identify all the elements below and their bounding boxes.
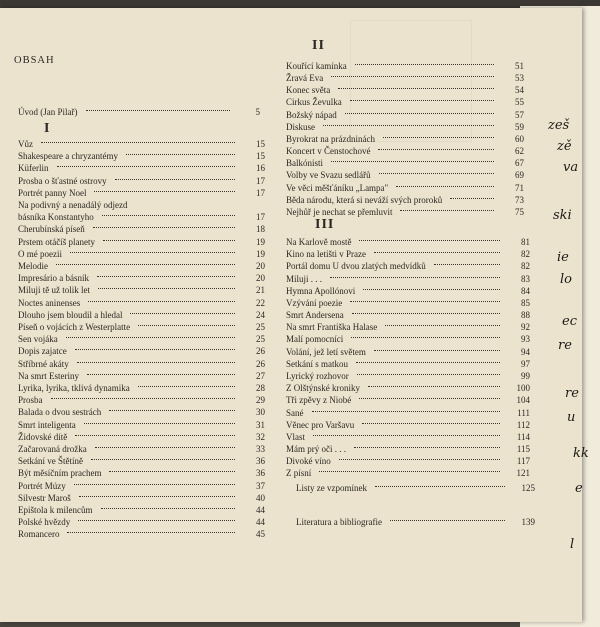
toc-entry <box>286 236 530 248</box>
toc-entry <box>18 455 265 467</box>
toc-leader-dots <box>109 410 235 411</box>
toc-entry-title: Epištola k milencům <box>18 505 93 515</box>
toc-entry-title: Z písní <box>286 468 312 479</box>
toc-entry-title: Dlouho jsem bloudil a hledal <box>18 309 123 320</box>
toc-entry-page: 18 <box>256 224 265 235</box>
toc-leader-dots <box>101 508 236 509</box>
toc-leader-dots <box>383 137 494 138</box>
toc-entry <box>18 528 265 540</box>
toc-entry <box>286 84 524 96</box>
handwriting-fragment: ec <box>562 314 577 329</box>
handwriting-fragment: va <box>563 160 579 175</box>
handwriting-fragment: kk <box>573 446 589 461</box>
toc-leader-dots <box>67 532 235 533</box>
toc-entry-title: Hymna Apollónovi <box>286 285 356 296</box>
toc-entry-title: Dopis zajatce <box>18 346 67 357</box>
toc-leader-dots <box>338 88 494 89</box>
toc-entry <box>286 194 524 206</box>
toc-entry <box>18 248 265 260</box>
toc-entry <box>286 309 530 321</box>
toc-entry-title: Na Karlově mostě <box>286 237 352 247</box>
toc-entry-title: Sané <box>286 407 304 418</box>
toc-entry <box>286 333 530 345</box>
toc-entry <box>286 145 524 157</box>
toc-entry-title: Kino na letišti v Praze <box>286 249 366 260</box>
toc-entry-page: 44 <box>256 505 265 515</box>
toc-entry-page: 21 <box>256 285 265 296</box>
toc-entry-page: 28 <box>256 383 265 393</box>
toc-entry <box>286 358 530 370</box>
section-three-heading: III <box>315 217 335 232</box>
toc-entry-title: Shakespeare a chryzantémy <box>18 151 118 162</box>
toc-leader-dots <box>95 447 235 448</box>
toc-leader-dots <box>103 240 235 241</box>
toc-entry-title: Polské hvězdy <box>18 517 71 528</box>
toc-entry <box>286 346 530 358</box>
toc-entry-title: Stříbrné akáty <box>18 358 69 369</box>
toc-entry-page: 99 <box>521 370 530 381</box>
toc-entry <box>286 96 524 108</box>
toc-entry <box>286 455 530 467</box>
toc-entry-page: 40 <box>256 492 265 503</box>
toc-leader-dots <box>368 386 500 387</box>
toc-entry-page: 115 <box>516 444 530 455</box>
toc-entry-title: Píseň o vojácích z Westerplatte <box>18 322 131 332</box>
toc-entry-title: Balkónisti <box>286 158 324 169</box>
toc-entry-page: 19 <box>256 236 265 247</box>
toc-leader-dots <box>378 149 494 150</box>
toc-entry-title: Božský nápad <box>286 109 337 120</box>
toc-entry-page: 81 <box>521 237 530 247</box>
toc-entry-title: Na podivný a nenadálý odjezd <box>18 200 128 210</box>
toc-leader-dots <box>345 113 494 114</box>
toc-entry <box>18 492 265 504</box>
toc-entry <box>18 211 265 223</box>
toc-leader-dots <box>363 289 500 290</box>
toc-entry-page: 94 <box>521 346 530 357</box>
toc-entry-title: O mé poezii <box>18 248 62 259</box>
toc-leader-dots <box>450 198 494 199</box>
toc-leader-dots <box>70 252 235 253</box>
toc-entry <box>18 138 265 150</box>
toc-entry <box>286 109 524 121</box>
toc-entry-title: Mám prý oči . . . <box>286 444 346 455</box>
toc-leader-dots <box>374 350 500 351</box>
toc-entry-page: 36 <box>256 456 265 467</box>
toc-entry-page: 121 <box>516 468 530 479</box>
toc-entry-title: Melodie <box>18 261 48 271</box>
toc-entry-title: Vůz <box>18 139 33 149</box>
toc-entry <box>296 516 535 528</box>
toc-entry-page: 88 <box>521 310 530 321</box>
toc-entry-title: Být měsíčním prachem <box>18 468 102 479</box>
toc-entry-title: Prstem otáčíš planety <box>18 236 95 247</box>
toc-entry-page: 54 <box>515 85 524 96</box>
toc-entry-page: 69 <box>515 170 524 181</box>
toc-entry <box>286 407 530 419</box>
toc-entry <box>18 321 265 333</box>
toc-entry <box>286 182 524 194</box>
toc-entry-title: Věnec pro Varšavu <box>286 419 355 430</box>
toc-leader-dots <box>362 423 500 424</box>
toc-entry <box>18 162 265 174</box>
toc-entry-title: Sen vojáka <box>18 334 58 345</box>
toc-entry-title: Smrt inteligenta <box>18 419 76 430</box>
toc-leader-dots <box>331 76 494 77</box>
toc-entry-title: Na smrt Františka Halase <box>286 322 378 333</box>
toc-entry <box>18 333 265 345</box>
toc-entry-title: Tři zpěvy z Niobé <box>286 395 352 406</box>
section-two-heading: II <box>312 38 325 53</box>
toc-entry-page: 53 <box>515 73 524 84</box>
toc-entry-page: 15 <box>256 151 265 162</box>
section-one-heading: I <box>44 121 51 136</box>
toc-entry <box>286 157 524 169</box>
toc-leader-dots <box>385 325 500 326</box>
toc-entry-page: 17 <box>256 187 265 198</box>
toc-leader-dots <box>390 520 505 521</box>
toc-entry-page: 31 <box>256 419 265 430</box>
toc-entry-title: Miluji . . . <box>286 273 323 284</box>
toc-entry <box>18 284 265 296</box>
toc-entry <box>18 504 265 516</box>
toc-entry-title: Listy ze vzpomínek <box>296 483 367 493</box>
toc-entry-page: 33 <box>256 444 265 454</box>
toc-entry-page: 83 <box>521 273 530 284</box>
toc-leader-dots <box>331 161 494 162</box>
toc-entry <box>18 467 265 479</box>
handwriting-fragment: lo <box>560 272 572 287</box>
toc-leader-dots <box>359 398 500 399</box>
toc-leader-dots <box>86 110 231 111</box>
toc-entry-page: 73 <box>515 194 524 205</box>
toc-entry-title: Impresário a básník <box>18 273 89 284</box>
toc-entry-page: 15 <box>256 139 265 149</box>
toc-entry-title: Volání, jež letí světem <box>286 346 366 357</box>
toc-entry <box>18 187 265 199</box>
toc-leader-dots <box>313 435 500 436</box>
toc-leader-dots <box>79 496 235 497</box>
toc-entry-title: Romancero <box>18 529 60 540</box>
toc-entry-title: Žravá Eva <box>286 73 324 84</box>
toc-entry-page: 5 <box>255 107 260 117</box>
toc-entry-page: 139 <box>521 517 535 527</box>
toc-entry-page: 71 <box>515 182 524 193</box>
toc-entry-title: Židovské dítě <box>18 431 68 442</box>
toc-leader-dots <box>93 227 235 228</box>
toc-leader-dots <box>350 301 500 302</box>
toc-entry <box>286 297 530 309</box>
handwriting-fragment: e <box>575 481 583 496</box>
toc-leader-dots <box>350 100 494 101</box>
toc-entry <box>18 382 265 394</box>
toc-entry <box>286 121 524 133</box>
toc-entry-page: 27 <box>256 370 265 381</box>
toc-entry <box>18 431 265 443</box>
toc-entry-title: Vlast <box>286 431 305 442</box>
toc-entry-page: 25 <box>256 334 265 345</box>
toc-entry-title: Setkání s matkou <box>286 358 348 369</box>
toc-entry-page: 30 <box>256 407 265 418</box>
toc-entry <box>18 223 265 235</box>
toc-leader-dots <box>354 447 500 448</box>
toc-entry-title: Nejhůř je nechat se přemluvit <box>286 206 393 217</box>
toc-leader-dots <box>115 179 235 180</box>
toc-entry <box>286 273 530 285</box>
toc-entry-title: Vzývání poezie <box>286 297 343 308</box>
toc-entry-title: Cirkus Ževulka <box>286 97 342 108</box>
toc-entry-page: 55 <box>515 97 524 108</box>
toc-entry-title: Prosba <box>18 395 43 406</box>
toc-entry <box>18 443 265 455</box>
toc-leader-dots <box>75 349 235 350</box>
toc-leader-dots <box>66 337 235 338</box>
toc-entry-page: 16 <box>256 163 265 174</box>
toc-entry-page: 111 <box>517 407 530 418</box>
toc-entry-page: 59 <box>515 121 524 132</box>
toc-entry <box>286 260 530 272</box>
toc-leader-dots <box>375 486 505 487</box>
toc-entry <box>286 467 530 479</box>
toc-entry-title: Portál domu U dvou zlatých medvídků <box>286 261 426 272</box>
toc-leader-dots <box>51 398 236 399</box>
toc-entry-page: 92 <box>521 322 530 333</box>
toc-leader-dots <box>78 520 235 521</box>
toc-entry-page: 36 <box>256 468 265 479</box>
toc-entry <box>286 133 524 145</box>
toc-entry <box>286 206 524 218</box>
toc-entry-page: 32 <box>256 431 265 442</box>
toc-entry-title: Konec světa <box>286 85 331 96</box>
toc-entry <box>286 443 530 455</box>
toc-leader-dots <box>102 215 235 216</box>
toc-entry-title: Úvod (Jan Pilař) <box>18 107 78 117</box>
toc-entry <box>18 150 265 162</box>
toc-leader-dots <box>84 423 235 424</box>
toc-entry-page: 82 <box>521 249 530 260</box>
toc-leader-dots <box>41 142 235 143</box>
toc-leader-dots <box>109 471 235 472</box>
toc-entry-title: Ve věci měšťáníku „Lampa" <box>286 182 389 193</box>
toc-leader-dots <box>323 125 494 126</box>
toc-entry-page: 25 <box>256 322 265 332</box>
page-title: OBSAH <box>14 55 55 66</box>
toc-entry-page: 67 <box>515 158 524 169</box>
toc-leader-dots <box>88 301 235 302</box>
toc-entry <box>18 370 265 382</box>
toc-entry-title: Z Olštýnské kroniky <box>286 383 360 394</box>
toc-entry-page: 20 <box>256 273 265 284</box>
toc-leader-dots <box>98 288 235 289</box>
toc-entry-page: 100 <box>516 383 530 394</box>
handwriting-fragment: ie <box>557 250 569 265</box>
toc-entry-title: Küferlin <box>18 163 49 174</box>
toc-entry-title: Balada o dvou sestrách <box>18 407 102 418</box>
toc-leader-dots <box>94 191 235 192</box>
toc-leader-dots <box>400 210 494 211</box>
toc-entry <box>18 236 265 248</box>
toc-leader-dots <box>319 471 500 472</box>
toc-entry-page: 51 <box>515 61 524 71</box>
toc-entry <box>286 394 530 406</box>
toc-leader-dots <box>396 186 494 187</box>
toc-leader-dots <box>330 277 500 278</box>
toc-entry-title: Prosba o šťastné ostrovy <box>18 175 107 186</box>
toc-entry-title: Miluji tě už tolik let <box>18 285 90 296</box>
toc-entry-page: 117 <box>516 456 530 467</box>
toc-entry <box>18 406 265 418</box>
toc-entry <box>286 321 530 333</box>
toc-entry-title: Na smrt Esteriny <box>18 370 79 381</box>
toc-entry-page: 62 <box>515 146 524 157</box>
toc-entry <box>18 199 265 211</box>
toc-leader-dots <box>74 484 235 485</box>
toc-entry-page: 26 <box>256 346 265 357</box>
toc-entry-title: Lyrika, lyrika, tklivá dynamika <box>18 383 130 393</box>
toc-entry-title: Silvestr Maroš <box>18 492 71 503</box>
toc-entry <box>18 260 265 272</box>
toc-leader-dots <box>138 325 235 326</box>
toc-entry-title: Divoké víno <box>286 456 331 467</box>
toc-leader-dots <box>339 459 500 460</box>
toc-entry-page: 104 <box>516 395 530 406</box>
toc-entry <box>18 419 265 431</box>
toc-entry <box>286 248 530 260</box>
toc-entry-page: 93 <box>521 334 530 345</box>
toc-entry <box>286 419 530 431</box>
toc-leader-dots <box>312 411 501 412</box>
toc-entry-page: 97 <box>521 358 530 369</box>
toc-entry-title: Běda národu, která si neváží svých proroků <box>286 194 443 205</box>
toc-entry <box>286 370 530 382</box>
handwriting-fragment: re <box>565 386 579 401</box>
toc-leader-dots <box>374 252 500 253</box>
toc-entry <box>18 297 265 309</box>
handwriting-fragment: zeš <box>548 118 570 133</box>
toc-entry-page: 17 <box>256 175 265 186</box>
toc-entry <box>18 358 265 370</box>
toc-entry-page: 22 <box>256 297 265 308</box>
toc-entry-title: básníka Konstantyho <box>18 212 94 223</box>
toc-entry-title: Setkání ve Štětíně <box>18 456 83 467</box>
toc-entry-page: 44 <box>256 517 265 528</box>
handwriting-fragment: u <box>567 410 576 425</box>
toc-entry-page: 85 <box>521 297 530 308</box>
toc-entry <box>18 175 265 187</box>
toc-entry <box>286 382 530 394</box>
toc-leader-dots <box>77 362 235 363</box>
toc-entry-page: 24 <box>256 309 265 320</box>
toc-leader-dots <box>97 276 235 277</box>
contents-page <box>0 8 582 622</box>
toc-leader-dots <box>130 313 235 314</box>
toc-entry <box>286 60 524 72</box>
toc-entry <box>18 345 265 357</box>
toc-entry-page: 19 <box>256 248 265 259</box>
toc-entry-page: 75 <box>515 206 524 217</box>
toc-entry-page: 37 <box>256 480 265 491</box>
toc-entry-title: Smrt Andersena <box>286 310 344 321</box>
handwriting-fragment: re <box>558 338 572 353</box>
handwriting-fragment: ski <box>553 208 572 223</box>
toc-entry-title: Literatura a bibliografie <box>296 517 382 527</box>
toc-entry-page: 20 <box>256 261 265 271</box>
toc-leader-dots <box>379 173 494 174</box>
toc-leader-dots <box>87 374 235 375</box>
toc-entry <box>18 309 265 321</box>
toc-entry <box>296 482 535 494</box>
toc-entry-page: 26 <box>256 358 265 369</box>
toc-leader-dots <box>56 264 235 265</box>
toc-entry <box>286 72 524 84</box>
toc-entry-page: 45 <box>256 529 265 540</box>
toc-entry-page: 60 <box>515 133 524 144</box>
toc-entry-title: Volby ve Svazu sedlářů <box>286 170 371 181</box>
toc-entry-title: Lyrický rozhovor <box>286 370 349 381</box>
toc-entry-title: Portrét Múzy <box>18 480 66 491</box>
toc-entry-title: Portrét panny Noel <box>18 187 87 198</box>
toc-leader-dots <box>357 374 500 375</box>
toc-entry-title: Byrokrat na prázdninách <box>286 133 375 144</box>
toc-entry <box>286 285 530 297</box>
toc-entry-title: Diskuse <box>286 121 315 132</box>
handwriting-fragment: l <box>570 537 575 552</box>
toc-entry-page: 29 <box>256 395 265 406</box>
handwriting-fragment: zě <box>557 139 572 154</box>
toc-entry-page: 125 <box>521 483 535 493</box>
toc-leader-dots <box>126 154 235 155</box>
toc-entry-page: 57 <box>515 109 524 120</box>
toc-leader-dots <box>355 64 494 65</box>
toc-entry-title: Začarovaná drožka <box>18 444 87 454</box>
toc-entry <box>286 169 524 181</box>
toc-entry-page: 84 <box>521 285 530 296</box>
toc-leader-dots <box>57 166 236 167</box>
toc-leader-dots <box>75 435 235 436</box>
toc-entry-page: 17 <box>256 212 265 223</box>
toc-leader-dots <box>359 240 500 241</box>
toc-leader-dots <box>138 386 235 387</box>
toc-entry <box>18 394 265 406</box>
toc-entry <box>18 272 265 284</box>
toc-entry-title: Kouřící kamínka <box>286 61 347 71</box>
toc-entry-title: Koncert v Čenstochové <box>286 146 371 157</box>
toc-entry-title: Noctes aninenses <box>18 297 81 308</box>
toc-entry-page: 112 <box>516 419 530 430</box>
toc-leader-dots <box>352 313 500 314</box>
toc-entry <box>286 431 530 443</box>
toc-leader-dots <box>351 337 500 338</box>
toc-entry <box>18 480 265 492</box>
toc-leader-dots <box>434 264 500 265</box>
toc-entry <box>18 106 260 118</box>
toc-entry-page: 82 <box>521 261 530 272</box>
toc-leader-dots <box>91 459 235 460</box>
toc-entry-title: Cherubínská píseň <box>18 224 85 235</box>
toc-entry-page: 114 <box>516 431 530 442</box>
toc-leader-dots <box>356 362 500 363</box>
toc-entry <box>18 516 265 528</box>
toc-entry-title: Malí pomocníci <box>286 334 344 345</box>
